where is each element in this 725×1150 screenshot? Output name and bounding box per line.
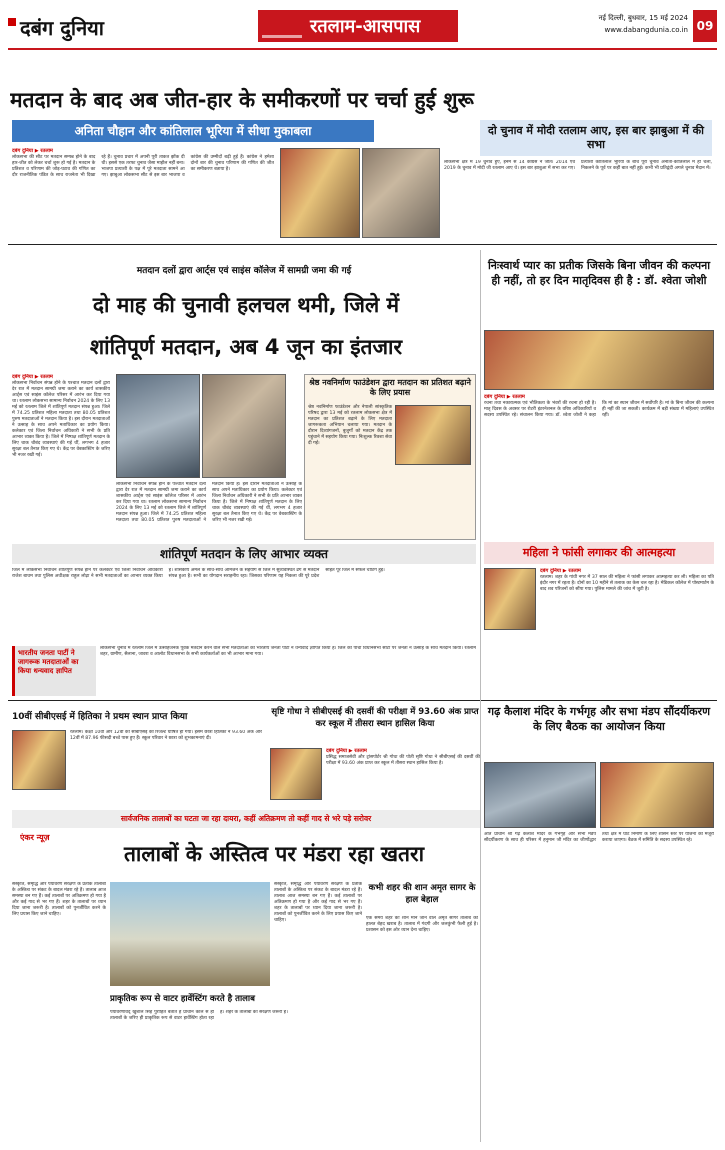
side-story-body: लोकसभा क्षेत्र में 19 चुनाव हुए, इनमें से 14 कांग्रेस ने जीते। 2014 एवं 2019 के चुनाव में मोदी जी रतलाम आए थे। इस बार झाबुआ में सभा कर गए। प्रत्याशी कांतिलाल भूरिया के बीच पूरा चुनाव अनीता-कांतिलाल में ही चला, निकलने के पूर्व पर कहीं बात नहीं हुई। कभी भी प्रतिद्वंदी अगले चुनाव मैदान में। <box>444 160 712 171</box>
gomti-body: दबंग दुनिया ▶ रतलाम प्रसिद्ध समाजसेवी और ट्रांसपोर्टर श्री गोधा की पोती सृष्टि गोधा ने सीबीएसई की दसवीं की परीक्षा में 93.60 अंक प्राप्त कर स्कूल में तीसरा स्थान हासिल किया है। <box>326 748 480 766</box>
side-story-headline: दो चुनाव में मोदी रतलाम आए, इस बार झाबुआ में की सभा <box>480 120 712 156</box>
mothers-day-body: दबंग दुनिया ▶ रतलाम रचना तथा नकारात्मक एवं भौतिकता के भंवरों की रचना हो रही है। मातृ दिवस के अवसर पर रोटरी इंटरनेशनल के वरिष्ठ अधिकारियों व सदस्य उपस्थित रहे। संचालन किया गया। डॉ. श्वेता जोशी ने कहा कि मां का स्थान जीवन में सर्वोपरि है। मां के बिना जीवन की कल्पना ही नहीं की जा सकती। कार्यक्रम में बड़ी संख्या में महिलाएं उपस्थित रहीं। <box>484 394 714 418</box>
lead-subhead: अनिता चौहान और कांतिलाल भूरिया में सीधा मुकाबला <box>12 120 374 142</box>
ngo-box: श्रेष्ठ नवनिर्माण फाउंडेशन द्वारा मतदान का प्रतिशत बढ़ाने के लिए प्रयास श्रेष्ठ नवनिर्माण फाउंडेशन और नेपाली सांस्कृतिक परिषद द्वारा 13 मई को रतलाम लोकसभा क्षेत्र में मतदान का प्रतिशत बढ़ाने के लिए मतदाता जागरूकता अभियान चलाया गया। मतदान के दौरान दिव्यांगजनों, बुजुर्गों को मतदान केंद्र तक पहुंचाने में सहयोग किया गया। निःशुल्क रिक्शा सेवा दी गई। <box>304 374 476 540</box>
main-headline: दो माह की चुनावी हलचल थमी, जिले में शांतिपूर्ण मतदान, अब 4 जून का इंतजार <box>89 293 403 359</box>
gratitude-panel-header: शांतिपूर्ण मतदान के लिए आभार व्यक्त <box>12 544 476 564</box>
garh-kailash-photo-2 <box>600 762 714 828</box>
ponds-body-2: पर्यावरणविद् खुशाल सिंह पुरोहित बताते हैं प्राचीन काल से ही तालाबों के जरिए ही प्राकृतिक रूप से वाटर हार्वेस्टिंग होता रहा है। शहर के तालाबों का संरक्षण जरूरी है। <box>110 1010 288 1021</box>
logo-mark-icon <box>8 18 16 26</box>
mothers-day-photo <box>484 330 714 390</box>
main-body: दबंग दुनिया ▶ रतलाम लोकसभा निर्वाचन संपन्न होने के पश्चात मतदान दलों द्वारा देर रात में मतदान सामग्री जमा कराने का कार्य शासकीय आर्ट्स एवं साइंस कॉलेज परिसर में आरंभ कर दिया गया था। रतलाम लोकसभा सामान्य निर्वाचन 2024 के लिए 13 मई को रतलाम जिले में शांतिपूर्ण मतदान संपन्न हुआ। जिले में 74.25 प्रतिशत महिला मतदाता तथा 80.05 प्रतिशत पुरुष मतदाताओं ने मतदान किया है। इस दौरान मतदाताओं ने उत्साह के साथ अपने मताधिकार का प्रयोग किया। कलेक्टर एवं जिला निर्वाचन अधिकारी ने सभी के प्रति आभार व्यक्त किया है। जिले में निष्पक्ष शांतिपूर्ण मतदान के लिए चाक चौबंद व्यवस्थाएं की गई थीं, लगभग 4 हजार सुरक्षा बल तैनात किए गए थे। केंद्र पर वेबकास्टिंग के जरिए भी नजर रखी गई। <box>12 374 110 458</box>
lead-headline: मतदान के बाद अब जीत-हार के समीकरणों पर चर्चा हुई शुरू <box>10 88 474 112</box>
mothers-day-byline: दबंग दुनिया ▶ रतलाम <box>484 394 525 400</box>
bjp-box: भारतीय जनता पार्टी ने जागरूक मतदाताओं का किया धन्यवाद ज्ञापित <box>12 646 96 696</box>
main-body-cont: लोकसभा निर्वाचन संपन्न होने के पश्चात मतदान दलों द्वारा देर रात में मतदान सामग्री जमा कराने का कार्य शासकीय आर्ट्स एवं साइंस कॉलेज परिसर में आरंभ कर दिया गया था। रतलाम लोकसभा सामान्य निर्वाचन 2024 के लिए 13 मई को रतलाम जिले में शांतिपूर्ण मतदान संपन्न हुआ। जिले में 74.25 प्रतिशत महिला मतदाता तथा 80.05 प्रतिशत पुरुष मतदाताओं ने मतदान किया है। इस दौरान मतदाताओं ने उत्साह के साथ अपने मताधिकार का प्रयोग किया। कलेक्टर एवं जिला निर्वाचन अधिकारी ने सभी के प्रति आभार व्यक्त किया है। जिले में निष्पक्ष शांतिपूर्ण मतदान के लिए चाक चौबंद व्यवस्थाएं की गई थीं, लगभग 4 हजार सुरक्षा बल तैनात किए गए थे। केंद्र पर वेबकास्टिंग के जरिए भी नजर रखी गई। <box>116 482 302 523</box>
section-banner <box>258 10 458 42</box>
ponds-tag: एंकर न्यूज़ <box>20 833 50 842</box>
candidate-photo-1 <box>280 148 360 238</box>
logo: दबंग दुनिया <box>8 12 138 42</box>
suicide-photo <box>484 568 536 630</box>
main-byline: दबंग दुनिया ▶ रतलाम <box>12 374 53 380</box>
page-number: 09 <box>693 10 717 42</box>
ngo-photo <box>395 405 471 465</box>
candidate-photo-2 <box>362 148 440 238</box>
counting-photo-2 <box>202 374 286 478</box>
mothers-day-headline: निःस्वार्थ प्यार का प्रतीक जिसके बिना जीवन की कल्पना ही नहीं, तो हर दिन मातृदिवस ही है : डॉ. श्वेता जोशी <box>487 259 711 287</box>
dateline: नई दिल्ली, बुधवार, 15 मई 2024 <box>598 14 688 22</box>
gratitude-panel-body: जिले में लोकसभा निर्वाचन शांतिपूर्ण संपन्न होने पर कलेक्टर एवं जिला निर्वाचन अधिकारी राजेश बाथम तथा पुलिस अधीक्षक राहुल लोढ़ा ने सभी मतदाताओं का आभार व्यक्त किया है। शासकीय अमले के साथ-साथ आमजन के सहयोग से जिले में सुव्यवस्थित ढंग से मतदान संपन्न हुआ है। सभी का योगदान सराहनीय रहा। जिसका परिणाम यह निकला की पूरे प्रदेश सहित पूरे जिले में सफल चोटिंग हुई। <box>12 568 385 579</box>
suicide-body: दबंग दुनिया ▶ रतलाम रतलाम। शहर के गांधी नगर में 37 साल की महिला ने फांसी लगाकर आत्महत्या कर ली। महिला का पति इंदौर नगर में रहता है। दोनों का 10 महीने से तलाक का केस चल रहा है। मेडिकल कॉलेज में पोस्टमार्टम के बाद शव परिजनों को सौंपा गया। पुलिस मामले की जांच में जुटी है। <box>540 568 714 592</box>
main-kicker: मतदान दलों द्वारा आर्ट्स एवं साइंस कॉलेज में सामग्री जमा की गई <box>136 266 352 276</box>
lead-body: दबंग दुनिया ▶ रतलाम लोकसभा की सीट पर मतदान सम्पन्न होने के बाद हार-जीत को लेकर चर्चा शुरू हो गई है। मतदान के प्रतिशत व परिणाम की जोड़-घटाव की गणित का दौर राजनीतिक पंडित के साथ राजनेता भी दिखा रहे हैं। चुनाव प्रचार में अपनी पूरी ताकत झोंक दी थी। इससे एक तरफा चुनाव जैसा माहौल नहीं बना। भाजपा प्रत्याशी के पक्ष में पूरे मतदाता सामने आ गए। झाबुआ लोकसभा सीट से इस बार भाजपा व कांग्रेस की उम्मीदों बढ़ी हुई हैं। कांग्रेस ने हमेशा दोनों बार की चुनाव परिणाम की गणित की जीत का समीकरण बताया है। <box>12 148 274 178</box>
ponds-subhead-2: कभी शहर की शान अमृत सागर के हाल बेहाल <box>368 883 476 905</box>
skyline-icon <box>262 18 302 38</box>
garh-kailash-headline: गढ़ कैलाश मंदिर के गर्भगृह और सभा मंडप सौंदर्यीकरण के लिए बैठक का आयोजन किया <box>487 705 711 733</box>
suicide-headline: महिला ने फांसी लगाकर की आत्महत्या <box>484 542 714 564</box>
student-body: रतलाम। कक्षा 10वीं और 12वीं की सीबीएसई की रिजल्ट घोषित हो गया। इसमें छात्रा हितिका ने 93.60 अंक और 12वीं में 87.96 फीसदी बच्चे पास हुए हैं। स्कूल परिवार ने छात्रा को शुभकामनाएं दी। <box>70 730 262 741</box>
bjp-body: लोकसभा चुनाव में रतलाम जिले में उत्साहजनक पूर्वक मतदान करने वाले सभी मतदाताओं को भारतीय जनता पार्टी ने धन्यवाद ज्ञापित किया है। जिले की पांचों विधानसभा सीटों पर जनता ने उत्साह के साथ मतदान किया। रतलाम शहर, ग्रामीण, सैलाना, जावरा व आलोट विधानसभा के सभी कार्यकर्ताओं का भी आभार माना गया। <box>100 646 476 657</box>
student-headline: 10वीं सीबीएसई में हितिका ने प्रथम स्थान प्राप्त किया <box>12 712 188 722</box>
student-photo <box>12 730 66 790</box>
section-title: रतलाम-आसपास <box>310 16 421 37</box>
pond-photo <box>110 882 270 986</box>
ponds-body-3: एक समय शहर की शान माने जाने वाले अमृत सागर तालाब की हालत बेहद खराब है। तालाब में गंदगी और जलकुंभी फैली हुई है। प्रशासन को इस ओर ध्यान देना चाहिए। <box>366 916 478 933</box>
ponds-body-mid: संस्कृति, समृद्धि और पर्यावरण संरक्षण के प्रतीक तालाबों के अस्तित्व पर संकट के बादल मंडरा रहे हैं। तालाब आज समस्या बन गए हैं। कई तालाबों पर अतिक्रमण हो गया है और कई गाद से भर गए हैं। शहर के तालाबों पर ध्यान दिया जाना जरूरी है। तालाबों को पुनर्जीवित करने के लिए प्रयास किए जाने चाहिए। <box>274 882 362 923</box>
gomti-photo <box>270 748 322 800</box>
website-link[interactable]: www.dabangdunia.co.in <box>604 26 688 34</box>
ponds-banner: सार्वजनिक तालाबों का घटता जा रहा दायरा, कहीं अतिक्रमण तो कहीं गाद से भरे पड़े सरोवर <box>12 810 480 828</box>
ponds-body: संस्कृति, समृद्धि और पर्यावरण संरक्षण के प्रतीक तालाबों के अस्तित्व पर संकट के बादल मंडरा रहे हैं। तालाब आज समस्या बन गए हैं। कई तालाबों पर अतिक्रमण हो गया है और कई गाद से भर गए हैं। शहर के तालाबों पर ध्यान दिया जाना जरूरी है। तालाबों को पुनर्जीवित करने के लिए प्रयास किए जाने चाहिए। <box>12 882 106 917</box>
garh-kailash-photo-1 <box>484 762 596 828</box>
lead-byline: दबंग दुनिया ▶ रतलाम <box>12 148 53 154</box>
garh-kailash-body: अति प्राचीन श्री गढ़ कैलाश मंदिर के गर्भगृह और सभा मंडप सौंदर्यीकरण के साथ ही परिसर में हनुमान जी मंदिर का जीर्णोद्धार तथा क्षेत्र में घाट निर्माण के लिए शासन स्तर पर योजना को मंजूरी कराया जाएगा। बैठक में समिति के सदस्य उपस्थित रहे। <box>484 832 714 843</box>
ponds-subhead-1: प्राकृतिक रूप से वाटर हार्वेस्टिंग करते है तालाब <box>110 994 255 1004</box>
counting-photo-1 <box>116 374 200 478</box>
ponds-headline: तालाबों के अस्तित्व पर मंडरा रहा खतरा <box>123 842 425 866</box>
gomti-headline: सृष्टि गोधा ने सीबीएसई की दसवीं की परीक्षा में 93.60 अंक प्राप्त कर स्कूल में तीसरा स्थान हासिल किया <box>271 707 479 729</box>
masthead <box>8 4 717 70</box>
